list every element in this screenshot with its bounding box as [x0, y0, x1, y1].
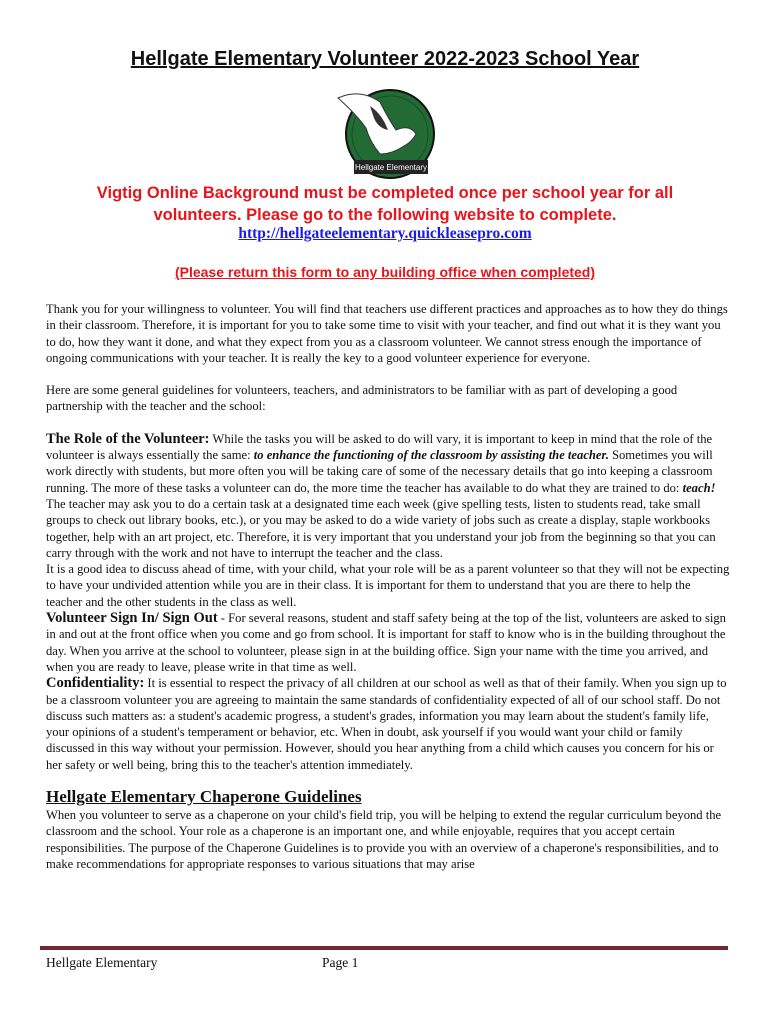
- intro-paragraph: Thank you for your willingness to volunteer. You will find that teachers use different practices and approaches as to how they do things in their classroom. Therefore, it is important for you to take some time to visit with your teacher, and find out what it is they want you to do, how they want it done, and what they expect from you as a classroom volunteer. We cannot stress enough the importance of ongoing communications with your teacher. It is really the key to a good volunteer experience for everyone.: [46, 302, 728, 365]
- guidelines-intro: Here are some general guidelines for volunteers, teachers, and administrators to be familiar with as part of developing a good partnership with the teacher and the school:: [46, 383, 678, 414]
- document-body: [46, 301, 730, 872]
- footer-school-name: Hellgate Elementary: [46, 955, 158, 970]
- role-paragraph-3: It is a good idea to discuss ahead of time, with your child, what your role will be as a parent volunteer so that they will not be expecting to have your undivided attention while you are in their class. It is important for them to understand that you are there to help the teacher and the other students in the class as well.: [46, 562, 730, 609]
- footer-page-number: Page 1: [322, 955, 359, 970]
- signin-heading: Volunteer Sign In/ Sign Out: [46, 610, 218, 627]
- chaperone-heading: Hellgate Elementary Chaperone Guidelines: [46, 787, 362, 807]
- school-logo-eagle: [330, 84, 442, 184]
- signin-section: Volunteer Sign In/ Sign Out - For several reasons, student and staff safety being at the top of the list, volunteers are asked to sign in and out at the front office when you come and go from school. It is important for staff to know who is in the building throughout the day. When you arrive at the school to volunteer, please sign in at the building office. Sign your name with the time you arrived, and when you are ready to leave, please write in that time as well.: [46, 610, 726, 674]
- return-form-note: (Please return this form to any building office when completed): [174, 264, 596, 280]
- document-title: Hellgate Elementary Volunteer 2022-2023 School Year: [130, 48, 640, 70]
- notice-line-1: Vigtig Online Background must be completed once per school year for all: [96, 184, 674, 202]
- confidentiality-section: Confidentiality: It is essential to respect the privacy of all children at our school as well as that of their family. When you sign up to be a classroom volunteer you are agreeing to maintain the same standards of confidentiality expected of all of our school staff. Do not discuss such matters as: a student's academic progress, a student's grades, information you may learn about the student's family life, your opinions of a student's temperament or behavior, etc. When in doubt, ask yourself if you would want your child or family discussed in this way without your permission. However, should you hear anything from a child which causes you concern for his or her safety or well being, bring this to the teacher's attention immediately.: [46, 675, 727, 772]
- confidentiality-heading: Confidentiality:: [46, 675, 145, 692]
- notice-line-2: volunteers. Please go to the following website to complete.: [153, 206, 617, 224]
- role-paragraph-2: The teacher may ask you to do a certain task at a designated time each week (give spelling tests, listen to students read, take small groups to check out library books, etc.), or you may be asked to do a wide variety of jobs such as create a display, staple workbooks together, help with an art project, etc. Therefore, it is very important that you understand your job from the beginning so that you can carry through with the work and not have to interrupt the teacher and the class.: [46, 496, 716, 560]
- background-check-notice: [40, 182, 730, 226]
- background-check-link[interactable]: http://hellgateelementary.quickleasepro.com: [238, 225, 532, 242]
- role-heading: The Role of the Volunteer:: [46, 430, 210, 447]
- footer-divider: [40, 946, 728, 950]
- role-section: The Role of the Volunteer: While the tasks you will be asked to do will vary, it is important to keep in mind that the role of the volunteer is always essentially the same: to enhance the functioning of the classroom by assisting the teacher. Sometimes you will work directly with students, but more often you will be taking care of some of the necessary details that go into keeping a classroom running. The more of these tasks a volunteer can do, the more time the teacher has available to do what they are trained to do: teach!: [46, 430, 716, 495]
- logo-text: Hellgate Elementary: [354, 163, 428, 172]
- chaperone-paragraph: When you volunteer to serve as a chaperone on your child's field trip, you will be helping to extend the regular curriculum beyond the classroom and the school. Your role as a chaperone is an important one, and while enjoyable, requires that you accept certain responsibilities. The purpose of the Chaperone Guidelines is to provide you with an overview of a chaperone's responsibilities, and to make recommendations for appropriate responses to various situations that may arise: [46, 808, 722, 871]
